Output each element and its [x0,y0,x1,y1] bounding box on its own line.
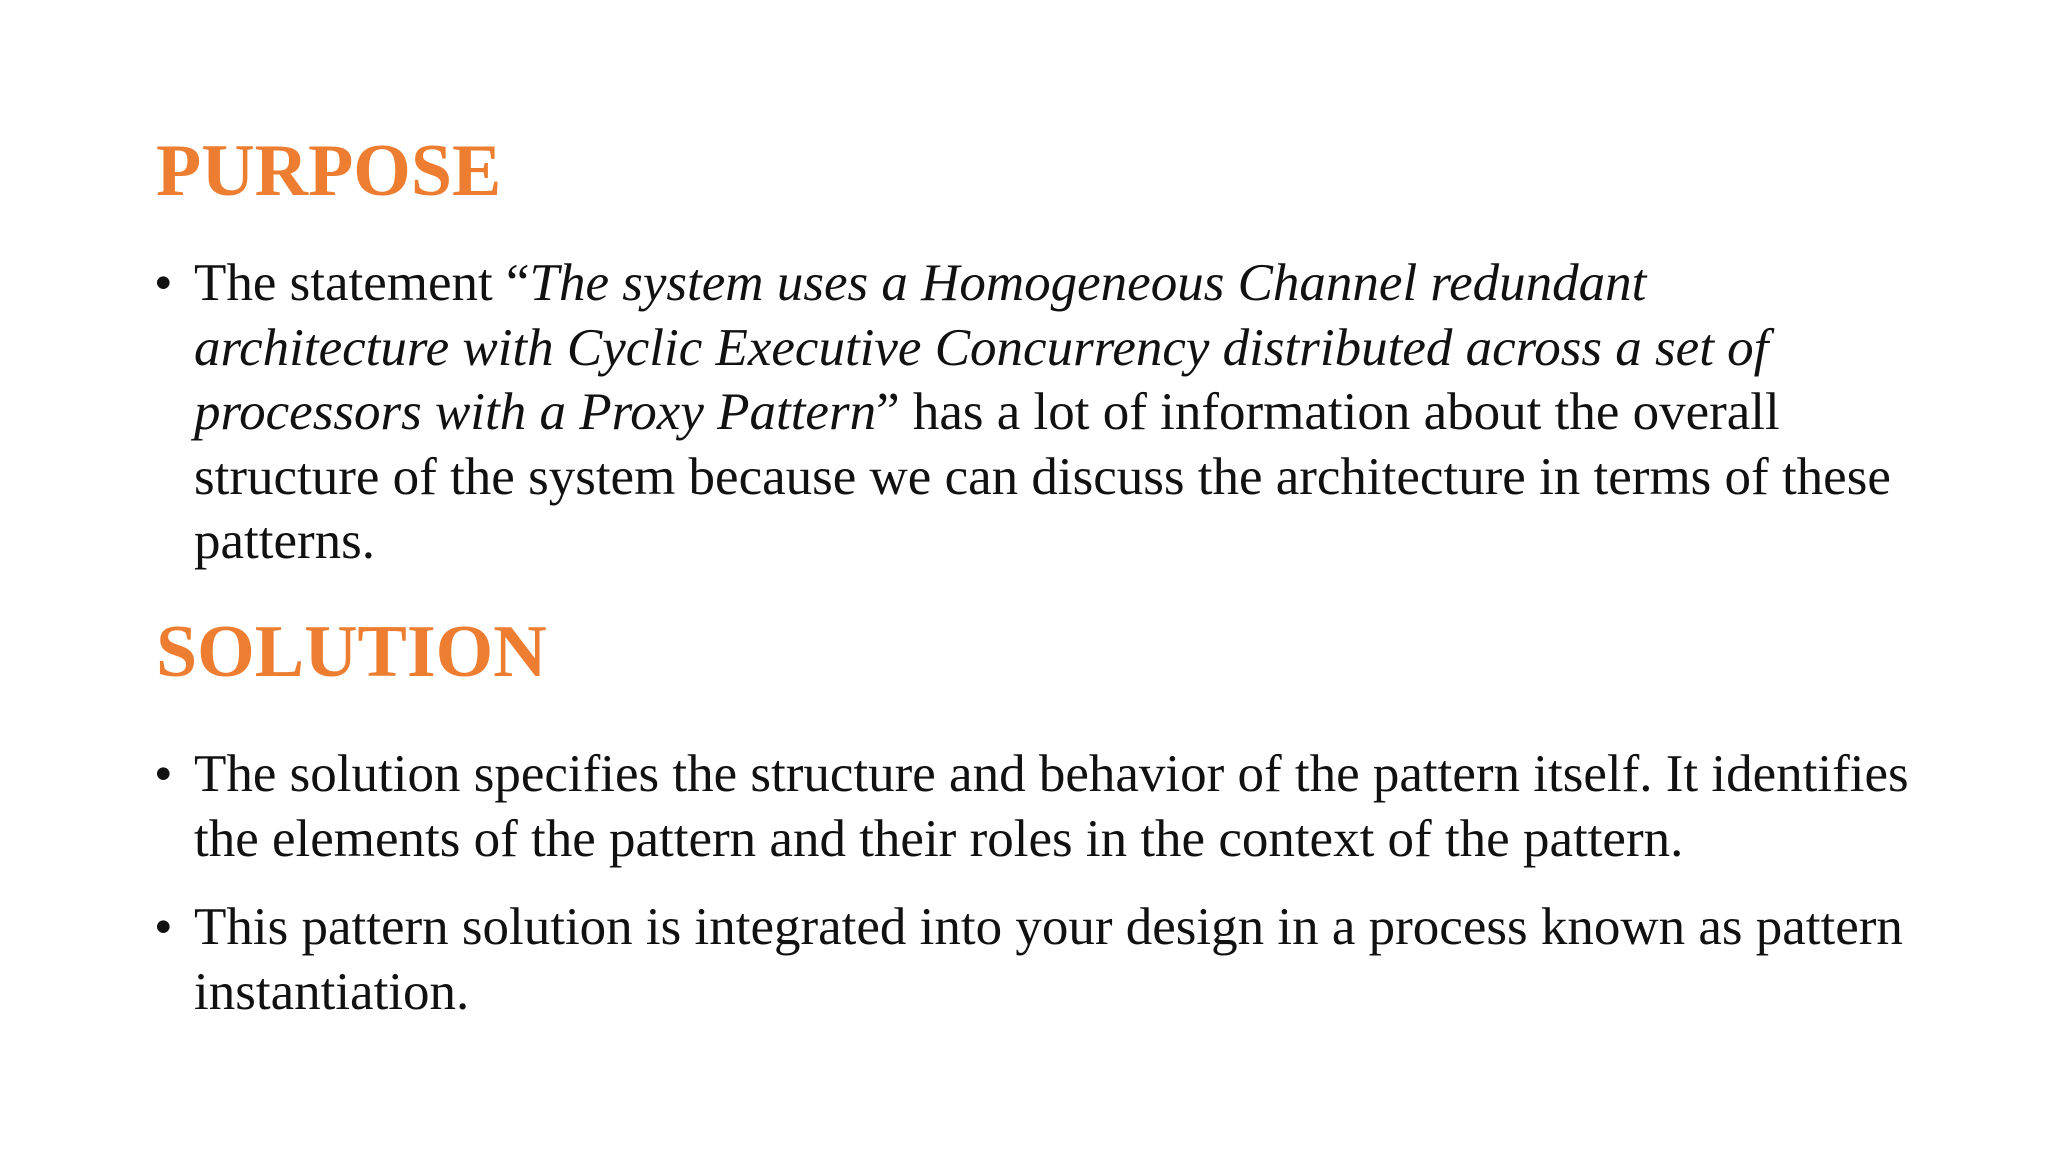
solution-bullet: • This pattern solution is integrated into your design in a process known as pattern instantiation. [154,895,1914,1024]
solution-bullet-list [154,742,1914,1048]
purpose-bullet-suffix: ” has a lot of information about the overall structure of the system because we can discuss the architecture in terms of these patterns. [194,383,1891,570]
purpose-heading: PURPOSE [156,130,502,212]
purpose-bullet-quote: The system uses a Homogeneous Channel redundant architecture with Cyclic Executive Concurrency distributed across a set of processors with a Proxy Pattern [194,254,1769,441]
purpose-bullet-prefix: The statement “ [194,254,530,312]
solution-heading: SOLUTION [156,611,547,693]
purpose-bullet [154,251,1914,574]
solution-bullet: • The solution specifies the structure and behavior of the pattern itself. It identifies the elements of the pattern and their roles in the context of the pattern. [154,742,1914,871]
purpose-bullet-list [154,251,1914,598]
